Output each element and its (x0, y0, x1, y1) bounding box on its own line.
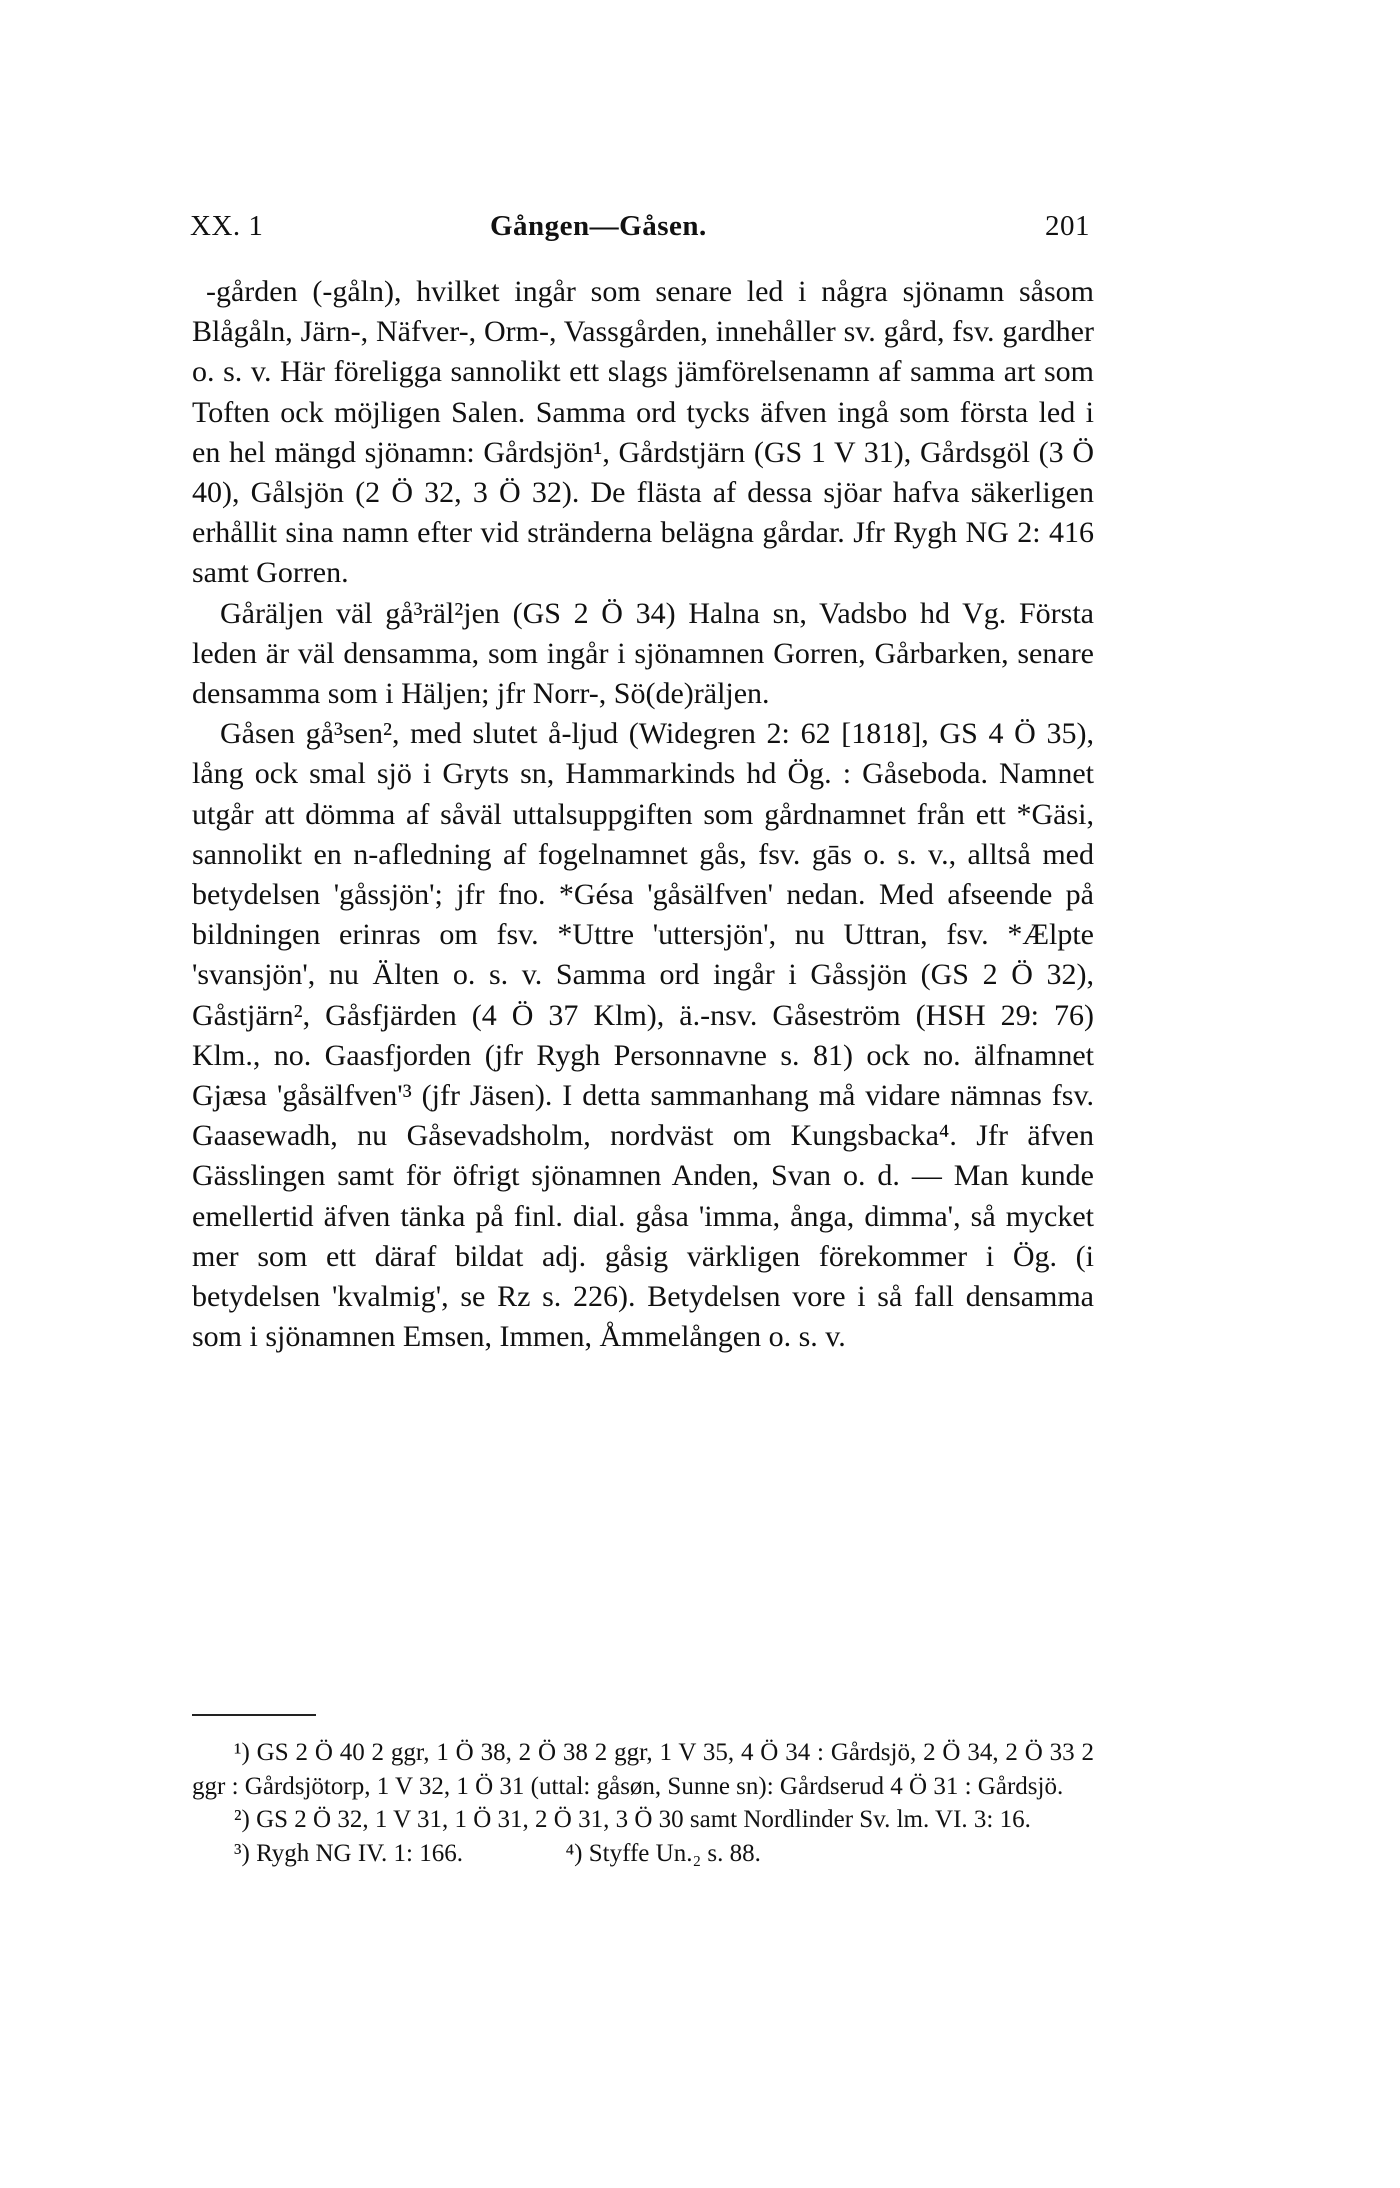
footnotes (192, 1736, 1094, 1870)
footnote-divider (192, 1714, 316, 1716)
page-number: 201 (1045, 210, 1090, 242)
footnote-3-4 (192, 1837, 1094, 1871)
main-text (192, 272, 1094, 1357)
section-number: XX. 1 (190, 210, 264, 242)
entry-garden: -gården (-gåln), hvilket ingår som senare led i några sjönamn såsom Blågåln, Järn-, Näfver-, Orm-, Vassgården, innehåller sv. gård, fsv. gardher o. s. v. Här föreligga sannolikt ett slags jämförelsenamn af samma art som Toften ock möjligen Salen. Samma ord tycks äfven ingå som första led i en hel mängd sjönamn: Gårdsjön¹, Gårdstjärn (GS 1 V 31), Gårdsgöl (3 Ö 40), Gålsjön (2 Ö 32, 3 Ö 32). De flästa af dessa sjöar hafva säkerligen erhållit sina namn efter vid stränderna belägna gårdar. Jfr Rygh NG 2: 416 samt Gorren. (192, 275, 1094, 590)
running-header (190, 210, 1090, 250)
footnote-2: ²) GS 2 Ö 32, 1 V 31, 1 Ö 31, 2 Ö 31, 3 Ö 30 samt Nordlinder Sv. lm. VI. 3: 16. (234, 1806, 1031, 1833)
page-running-title: Gången—Gåsen. (490, 210, 707, 242)
footnote-1: ¹) GS 2 Ö 40 2 ggr, 1 Ö 38, 2 Ö 38 2 ggr, 1 V 35, 4 Ö 34 : Gårdsjö, 2 Ö 34, 2 Ö 33 2 ggr : Gårdsjötorp, 1 V 32, 1 Ö 31 (uttal: gåsøn, Sunne sn): Gårdserud 4 Ö 31 : Gårdsjö. (192, 1739, 1094, 1800)
entry-garaljen: Gåräljen väl gå³räl²jen (GS 2 Ö 34) Halna sn, Vadsbo hd Vg. Första leden är väl densamma, som ingår i sjönamnen Gorren, Gårbarken, senare densamma som i Häljen; jfr Norr-, Sö(de)räljen. (192, 596, 1094, 711)
entry-gasen: Gåsen gå³sen², med slutet å-ljud (Widegren 2: 62 [1818], GS 4 Ö 35), lång ock smal sjö i Gryts sn, Hammarkinds hd Ög. : Gåseboda. Namnet utgår att dömma af såväl uttalsuppgiften som gårdnamnet från ett *Gäsi, sannolikt en n-afledning af fogelnamnet gås, fsv. gās o. s. v., alltså med betydelsen 'gåssjön'; jfr fno. *Gésa 'gåsälfven' nedan. Med afseende på bildningen erinras om fsv. *Uttre 'uttersjön', nu Uttran, fsv. *Ælpte 'svansjön', nu Älten o. s. v. Samma ord ingår i Gåssjön (GS 2 Ö 32), Gåstjärn², Gåsfjärden (4 Ö 37 Klm), ä.-nsv. Gåseström (HSH 29: 76) Klm., no. Gaasfjorden (jfr Rygh Personnavne s. 81) ock no. älfnamnet Gjæsa 'gåsälfven'³ (jfr Jäsen). I detta sammanhang må vidare nämnas fsv. Gaasewadh, nu Gåsevadsholm, nordväst om Kungsbacka⁴. Jfr äfven Gässlingen samt för öfrigt sjönamnen Anden, Svan o. d. — Man kunde emellertid äfven tänka på finl. dial. gåsa 'imma, ånga, dimma', så mycket mer som ett däraf bildat adj. gåsig värkligen förekommer i Ög. (i betydelsen 'kvalmig', se Rz s. 226). Betydelsen vore i så fall densamma som i sjönamnen Emsen, Immen, Åmmelången o. s. v. (192, 717, 1094, 1354)
footnote-4: ⁴) Styffe Un.₂ s. 88. (565, 1839, 761, 1867)
footnote-3: ³) Rygh NG IV. 1: 166. (234, 1839, 463, 1867)
